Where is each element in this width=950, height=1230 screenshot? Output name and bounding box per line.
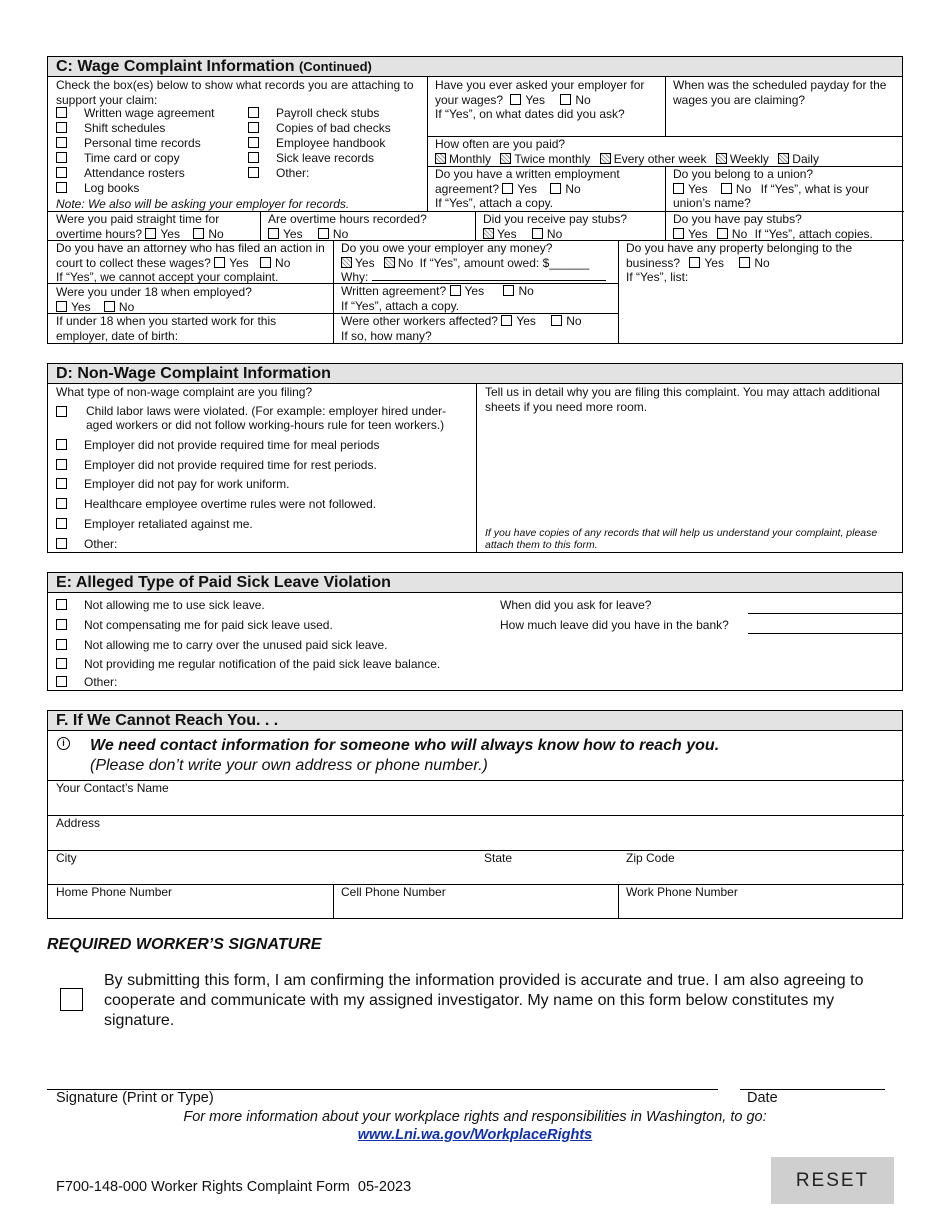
nonwage-option[interactable]: Employer retaliated against me. xyxy=(56,517,253,531)
section-e-title: E: Alleged Type of Paid Sick Leave Violation xyxy=(48,573,902,593)
nonwage-detail-question[interactable]: Tell us in detail why you are filing this complaint. You may attach additional sheets if you need more room. xyxy=(485,385,880,414)
sick-leave-option[interactable]: Not compensating me for paid sick leave used. xyxy=(56,618,333,632)
record-option[interactable]: Copies of bad checks xyxy=(248,121,391,136)
union-cell: Do you belong to a union? Yes No If “Yes”, what is your union’s name? xyxy=(673,167,869,210)
dob-cell: If under 18 when you started work for this employer, date of birth: xyxy=(56,314,277,343)
section-f-title: F. If We Cannot Reach You. . . xyxy=(48,711,902,731)
city-field[interactable]: City xyxy=(56,851,77,865)
checkbox[interactable] xyxy=(56,518,67,529)
signature-label: Signature (Print or Type) xyxy=(56,1090,214,1106)
checkbox[interactable] xyxy=(248,137,259,148)
records-left-list xyxy=(48,106,215,196)
written-yes-checkbox[interactable] xyxy=(502,183,513,194)
others-cell: Were other workers affected? Yes No If so, how many? xyxy=(341,314,582,343)
nonwage-option[interactable]: Child labor laws were violated. (For example: employer hired under-aged workers or did not follow working-hours rule for teen workers.) xyxy=(56,404,471,432)
contact-message: We need contact information for someone who will always know how to reach you. (Please don’t write your own address or phone number.) xyxy=(90,737,720,774)
property-yes-checkbox[interactable] xyxy=(689,257,700,268)
checkbox[interactable] xyxy=(56,639,67,650)
records-question: Check the box(es) below to show what records you are attaching to support your claim: xyxy=(56,78,414,107)
contact-name-field[interactable]: Your Contact’s Name xyxy=(56,781,169,795)
record-option[interactable]: Other: xyxy=(248,166,391,181)
sick-leave-option[interactable]: Not providing me regular notification of the paid sick leave balance. xyxy=(56,657,440,671)
section-d xyxy=(47,363,903,553)
record-option[interactable]: Log books xyxy=(56,181,215,196)
checkbox[interactable] xyxy=(56,676,67,687)
record-option[interactable]: Employee handbook xyxy=(248,136,391,151)
straight-yes-checkbox[interactable] xyxy=(145,228,156,239)
section-c-title: C: Wage Complaint Information (Continued) xyxy=(48,57,902,77)
checkbox[interactable] xyxy=(56,459,67,470)
stubs-yes-checkbox[interactable] xyxy=(483,228,494,239)
sick-leave-option[interactable]: Not allowing me to use sick leave. xyxy=(56,598,265,612)
records-note: Note: We also will be asking your employer for records. xyxy=(56,197,350,211)
footer-info: For more information about your workplace rights and responsibilities in Washington, to go: xyxy=(183,1109,767,1125)
checkbox[interactable] xyxy=(56,498,67,509)
why-field[interactable] xyxy=(372,280,606,281)
nonwage-detail-note: If you have copies of any records that will help us understand your complaint, please attach them to this form. xyxy=(485,527,878,551)
leave-bank-field[interactable] xyxy=(748,633,903,634)
checkbox[interactable] xyxy=(56,619,67,630)
have-stubs-cell: Do you have pay stubs? Yes No If “Yes”, attach copies. xyxy=(673,212,873,241)
written2-yes-checkbox[interactable] xyxy=(450,285,461,296)
date-label: Date xyxy=(747,1090,778,1106)
record-option[interactable]: Sick leave records xyxy=(248,151,391,166)
checkbox[interactable] xyxy=(56,599,67,610)
workplace-rights-link[interactable]: www.Lni.wa.gov/WorkplaceRights xyxy=(357,1127,593,1143)
address-field[interactable]: Address xyxy=(56,816,101,830)
reset-button[interactable]: RESET xyxy=(771,1157,894,1204)
nonwage-type-question: What type of non-wage complaint are you filing? xyxy=(56,385,313,399)
section-e xyxy=(47,572,903,691)
twice-monthly-checkbox[interactable] xyxy=(500,153,511,164)
sick-leave-option[interactable]: Not allowing me to carry over the unused paid sick leave. xyxy=(56,638,388,652)
straight-no-checkbox[interactable] xyxy=(193,228,204,239)
records-right-list xyxy=(240,106,391,181)
cell-phone-field[interactable]: Cell Phone Number xyxy=(341,885,446,899)
nonwage-option[interactable]: Employer did not pay for work uniform. xyxy=(56,477,289,491)
info-icon: i xyxy=(57,737,70,750)
owe-cell: Do you owe your employer any money? Yes No If “Yes”, amount owed: $______ Why: xyxy=(333,241,615,285)
attorney-no-checkbox[interactable] xyxy=(260,257,271,268)
checkbox[interactable] xyxy=(248,107,259,118)
form-id: F700-148-000 Worker Rights Complaint Form 05-2023 xyxy=(56,1179,412,1195)
nonwage-option[interactable]: Healthcare employee overtime rules were not followed. xyxy=(56,497,376,511)
written-agreement-cell: Do you have a written employment agreement? Yes No If “Yes”, attach a copy. xyxy=(435,167,620,210)
checkbox[interactable] xyxy=(56,107,67,118)
written-no-checkbox[interactable] xyxy=(550,183,561,194)
section-d-title: D: Non-Wage Complaint Information xyxy=(48,364,902,384)
zip-field[interactable]: Zip Code xyxy=(626,851,675,865)
checkbox[interactable] xyxy=(56,478,67,489)
straight-time-cell: Were you paid straight time for overtime hours? Yes No xyxy=(56,212,224,241)
checkbox[interactable] xyxy=(56,658,67,669)
weekly-checkbox[interactable] xyxy=(716,153,727,164)
sick-leave-option[interactable]: Other: xyxy=(56,675,117,689)
ot-yes-checkbox[interactable] xyxy=(268,228,279,239)
have-stubs-no-checkbox[interactable] xyxy=(717,228,728,239)
record-option[interactable]: Time card or copy xyxy=(56,151,215,166)
ask-leave-label: When did you ask for leave? xyxy=(500,598,652,612)
checkbox[interactable] xyxy=(56,182,67,193)
checkbox[interactable] xyxy=(56,167,67,178)
checkbox[interactable] xyxy=(56,152,67,163)
union-no-checkbox[interactable] xyxy=(721,183,732,194)
checkbox[interactable] xyxy=(56,137,67,148)
record-option[interactable]: Written wage agreement xyxy=(56,106,215,121)
under18-cell: Were you under 18 when employed? Yes No xyxy=(56,285,252,314)
record-option[interactable]: Personal time records xyxy=(56,136,215,151)
record-option[interactable]: Shift schedules xyxy=(56,121,215,136)
leave-bank-label: How much leave did you have in the bank? xyxy=(500,618,729,632)
others-yes-checkbox[interactable] xyxy=(501,315,512,326)
written2-no-checkbox[interactable] xyxy=(503,285,514,296)
pay-frequency-cell: How often are you paid? Monthly Twice monthly Every other week Weekly Daily xyxy=(435,137,819,166)
attorney-yes-checkbox[interactable] xyxy=(214,257,225,268)
nonwage-option[interactable]: Other: xyxy=(56,537,117,551)
signature-confirm-checkbox[interactable] xyxy=(60,988,83,1011)
owe-yes-checkbox[interactable] xyxy=(341,257,352,268)
others-no-checkbox[interactable] xyxy=(551,315,562,326)
state-field[interactable]: State xyxy=(484,851,513,865)
received-stubs-cell: Did you receive pay stubs? Yes No xyxy=(483,212,628,241)
nonwage-option[interactable]: Employer did not provide required time for rest periods. xyxy=(56,458,377,472)
owe-no-checkbox[interactable] xyxy=(384,257,395,268)
attorney-cell: Do you have an attorney who has filed an action in court to collect these wages? Yes No If “Yes”, we cannot accept your complaint. xyxy=(56,241,325,284)
record-option[interactable]: Payroll check stubs xyxy=(248,106,391,121)
union-yes-checkbox[interactable] xyxy=(673,183,684,194)
ot-no-checkbox[interactable] xyxy=(318,228,329,239)
every-other-week-checkbox[interactable] xyxy=(600,153,611,164)
signature-statement: By submitting this form, I am confirming the information provided is accurate and true. I am also agreeing to cooperate and communicate with my assigned investigator. My name on this form below constitutes my signature. xyxy=(104,972,864,1029)
written-agree2-cell: Written agreement? Yes No If “Yes”, attach a copy. xyxy=(341,284,534,313)
checkbox[interactable] xyxy=(248,167,259,178)
have-stubs-yes-checkbox[interactable] xyxy=(673,228,684,239)
work-phone-field[interactable]: Work Phone Number xyxy=(626,885,738,899)
asked-no-checkbox[interactable] xyxy=(560,94,571,105)
monthly-checkbox[interactable] xyxy=(435,153,446,164)
checkbox[interactable] xyxy=(56,406,67,417)
ask-leave-field[interactable] xyxy=(748,613,903,614)
under18-yes-checkbox[interactable] xyxy=(56,301,67,312)
asked-wages-cell: Have you ever asked your employer for your wages? Yes No If “Yes”, on what dates did you ask? xyxy=(435,78,645,121)
ot-recorded-cell: Are overtime hours recorded? Yes No xyxy=(268,212,427,241)
checkbox[interactable] xyxy=(248,152,259,163)
checkbox[interactable] xyxy=(56,538,67,549)
signature-heading: REQUIRED WORKER’S SIGNATURE xyxy=(47,936,322,953)
section-f xyxy=(47,710,903,919)
property-no-checkbox[interactable] xyxy=(739,257,750,268)
checkbox[interactable] xyxy=(248,122,259,133)
under18-no-checkbox[interactable] xyxy=(104,301,115,312)
checkbox[interactable] xyxy=(56,122,67,133)
checkbox[interactable] xyxy=(56,439,67,450)
payday-question: When was the scheduled payday for the wages you are claiming? xyxy=(673,78,887,107)
section-c xyxy=(47,56,903,344)
nonwage-option[interactable]: Employer did not provide required time for meal periods xyxy=(56,438,379,452)
property-cell: Do you have any property belonging to the business? Yes No If “Yes”, list: xyxy=(626,241,853,284)
home-phone-field[interactable]: Home Phone Number xyxy=(56,885,173,899)
stubs-no-checkbox[interactable] xyxy=(532,228,543,239)
daily-checkbox[interactable] xyxy=(778,153,789,164)
record-option[interactable]: Attendance rosters xyxy=(56,166,215,181)
asked-yes-checkbox[interactable] xyxy=(510,94,521,105)
